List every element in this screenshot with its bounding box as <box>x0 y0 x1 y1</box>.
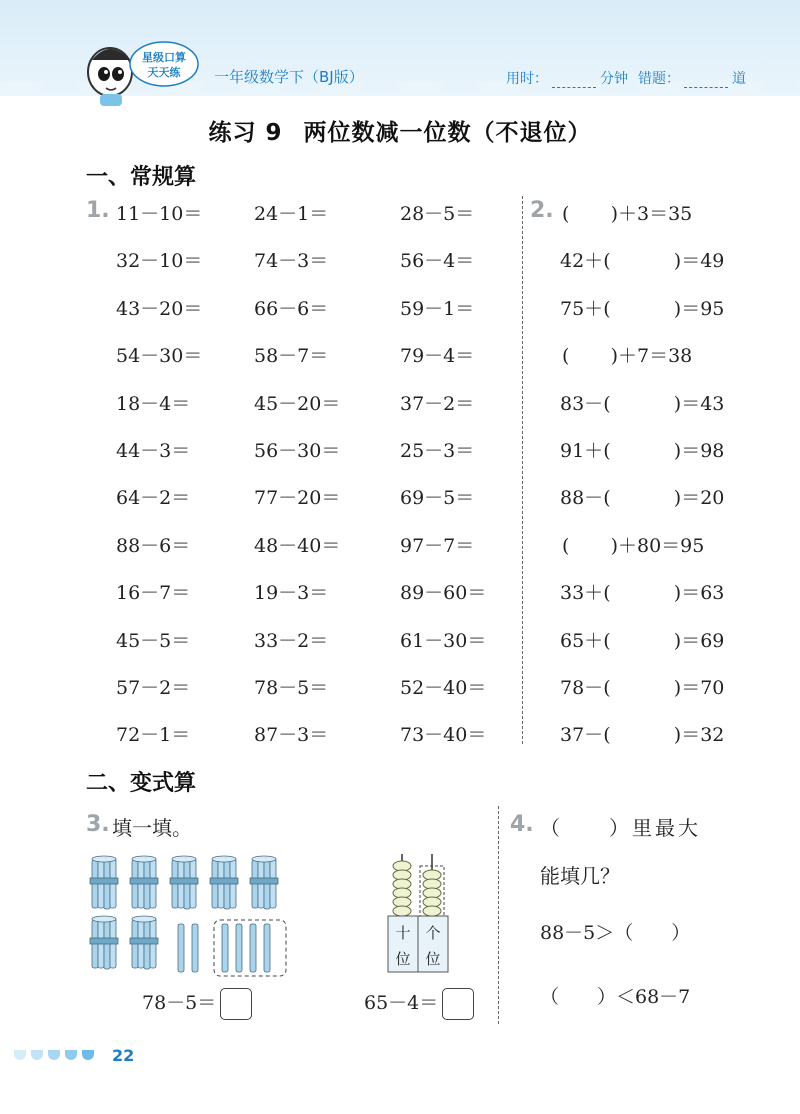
q1-equation: 16－7＝ <box>116 582 191 605</box>
q2-equation <box>562 199 692 226</box>
paren-open: ( <box>562 345 570 368</box>
q1-equation: 74－3＝ <box>254 250 329 273</box>
q2-prefix: 65＋ <box>560 629 604 652</box>
q2-equation <box>560 720 724 747</box>
paren-close: ) <box>673 392 682 415</box>
q2-answer-blank[interactable] <box>603 677 681 699</box>
question-3-text: 填一填。 <box>112 816 192 840</box>
errors-blank[interactable] <box>684 73 728 88</box>
q1-equation: 88－6＝ <box>116 534 191 557</box>
paren-open: ( <box>603 724 611 747</box>
q1-equation: 25－3＝ <box>400 440 475 462</box>
q2-prefix: 75＋ <box>560 297 604 320</box>
q1-equation: 69－5＝ <box>400 487 475 510</box>
q2-suffix: ＋7＝38 <box>618 345 693 368</box>
q2-prefix: 88－ <box>560 487 604 510</box>
paren-close: ) <box>673 724 682 747</box>
q4-equation-1: 88－5＞（ ） <box>540 922 691 944</box>
q2-suffix: ＝95 <box>681 297 725 320</box>
q3-answer-box-2[interactable] <box>442 988 474 1020</box>
q2-answer-blank[interactable] <box>603 487 681 509</box>
q2-equation <box>560 294 724 321</box>
q1-equation: 73－40＝ <box>400 724 487 747</box>
divider-dashed-2 <box>498 806 499 1024</box>
q2-prefix: 78－ <box>560 677 604 699</box>
q1-equation: 44－3＝ <box>116 440 191 462</box>
q2-equation <box>562 341 692 368</box>
q1-equation: 61－30＝ <box>400 629 487 652</box>
q1-equation: 59－1＝ <box>400 297 475 320</box>
q4-equation-2: （ ）＜68－7 <box>540 986 691 1008</box>
paren-open: ( <box>603 440 611 462</box>
paren-open: ( <box>603 582 611 605</box>
paren-close: ) <box>673 297 682 320</box>
q1-equation: 72－1＝ <box>116 724 191 747</box>
paren-open: ( <box>603 677 611 699</box>
paren-open: ( <box>562 534 570 557</box>
q3-answer-box-1[interactable] <box>220 988 252 1020</box>
exercise-topic: 两位数减一位数（不退位） <box>303 120 592 146</box>
footer-dots <box>14 1050 94 1060</box>
stick-bundles-illustration <box>86 852 298 980</box>
q2-suffix: ＝69 <box>681 629 725 652</box>
q2-answer-blank[interactable] <box>603 440 681 462</box>
q3-equation-2 <box>364 988 474 1020</box>
paren-open: ( <box>603 297 611 320</box>
q2-suffix: ＝63 <box>681 582 725 605</box>
q1-equation: 56－30＝ <box>254 440 341 462</box>
q2-prefix: 37－ <box>560 724 604 747</box>
q2-suffix: ＝20 <box>681 487 725 510</box>
footer-dot <box>14 1050 26 1060</box>
q1-equation: 19－3＝ <box>254 582 329 605</box>
q2-answer-blank[interactable] <box>603 724 681 746</box>
tens-label-1: 十 <box>395 924 411 942</box>
abacus-illustration <box>384 852 454 974</box>
section-heading-1: 一、常规算 <box>86 165 197 190</box>
q1-equation: 33－2＝ <box>254 629 329 652</box>
q1-equation: 24－1＝ <box>254 203 329 225</box>
paren-open: ( <box>603 250 611 273</box>
q1-equation: 89－60＝ <box>400 582 487 605</box>
q2-prefix: 33＋ <box>560 582 604 605</box>
paren-close: ) <box>673 250 682 273</box>
section-heading-2: 二、变式算 <box>86 771 197 796</box>
q2-prefix: 83－ <box>560 392 604 415</box>
q1-equation: 45－20＝ <box>254 392 341 415</box>
paren-open: ( <box>603 392 611 415</box>
header-info <box>506 68 746 88</box>
q1-equation: 56－4＝ <box>400 250 475 273</box>
question-4-line-2: 能填几？ <box>540 864 620 888</box>
q2-answer-blank[interactable] <box>562 345 618 367</box>
time-blank[interactable] <box>552 73 596 88</box>
q2-suffix: ＝98 <box>681 440 725 462</box>
paren-open: ( <box>603 487 611 510</box>
q1-equation: 57－2＝ <box>116 677 191 699</box>
q2-equation <box>560 436 724 463</box>
q2-equation <box>562 531 704 558</box>
q3-equation-1-text: 78－5＝ <box>142 992 217 1014</box>
q2-equation <box>560 483 724 510</box>
ones-label-2: 位 <box>425 950 441 968</box>
paren-close: ) <box>673 487 682 510</box>
q1-equation: 77－20＝ <box>254 487 341 510</box>
tens-label-2: 位 <box>395 950 411 968</box>
q2-answer-blank[interactable] <box>603 298 681 320</box>
q2-equation <box>560 626 724 653</box>
q2-suffix: ＝32 <box>681 724 725 747</box>
q1-equation: 64－2＝ <box>116 487 191 510</box>
q2-prefix: 42＋ <box>560 250 604 273</box>
ones-label-1: 个 <box>425 924 441 942</box>
paren-close: ) <box>610 345 618 368</box>
book-title: 一年级数学下（BJ版） <box>214 68 364 86</box>
q2-suffix: ＝49 <box>681 250 725 273</box>
logo-text-2: 天天练 <box>147 66 181 79</box>
paren-close: ) <box>610 203 618 225</box>
time-label: 用时： <box>506 71 548 87</box>
q2-answer-blank[interactable] <box>603 630 681 652</box>
q2-equation <box>560 578 724 605</box>
q2-prefix: 91＋ <box>560 440 604 462</box>
q1-equation: 45－5＝ <box>116 629 191 652</box>
footer-dot <box>48 1050 60 1060</box>
q2-suffix: ＋3＝35 <box>618 203 693 225</box>
footer-dot <box>82 1050 94 1060</box>
question-4-number: 4. <box>510 812 534 837</box>
q2-equation <box>560 673 724 700</box>
mascot-logo <box>80 30 200 110</box>
q2-suffix: ＝43 <box>681 392 725 415</box>
paren-open: ( <box>562 203 570 225</box>
q2-suffix: ＋80＝95 <box>618 534 705 557</box>
q1-equation: 32－10＝ <box>116 250 203 273</box>
paren-close: ) <box>673 440 682 462</box>
q3-equation-1 <box>142 988 252 1020</box>
q1-equation: 66－6＝ <box>254 297 329 320</box>
q2-answer-blank[interactable] <box>603 250 681 272</box>
paren-close: ) <box>610 534 618 557</box>
q1-equation: 58－7＝ <box>254 345 329 368</box>
q2-answer-blank[interactable] <box>562 535 618 557</box>
exercise-number: 练习 9 <box>208 120 283 146</box>
paren-close: ) <box>673 629 682 652</box>
errors-label: 错题： <box>638 71 680 87</box>
divider-dashed-1 <box>522 196 523 744</box>
q1-equation: 78－5＝ <box>254 677 329 699</box>
q1-equation: 48－40＝ <box>254 534 341 557</box>
q1-equation: 79－4＝ <box>400 345 475 368</box>
paren-close: ) <box>673 677 682 699</box>
footer-dot <box>65 1050 77 1060</box>
errors-unit: 道 <box>732 71 746 87</box>
q1-equation: 87－3＝ <box>254 724 329 747</box>
page-number: 22 <box>112 1046 135 1065</box>
page-title <box>0 114 800 147</box>
question-2-number: 2. <box>530 198 554 223</box>
q2-equation <box>560 389 724 416</box>
q1-equation: 52－40＝ <box>400 677 487 699</box>
q2-suffix: ＝70 <box>681 677 725 699</box>
paren-open: ( <box>603 629 611 652</box>
q2-answer-blank[interactable] <box>562 203 618 225</box>
q1-equation: 18－4＝ <box>116 392 191 415</box>
q1-equation: 43－20＝ <box>116 297 203 320</box>
q1-equation: 54－30＝ <box>116 345 203 368</box>
q3-equation-2-text: 65－4＝ <box>364 992 439 1014</box>
logo-text-1: 星级口算 <box>142 51 186 64</box>
q2-answer-blank[interactable] <box>603 393 681 415</box>
question-1-number: 1. <box>86 198 110 223</box>
footer-dot <box>31 1050 43 1060</box>
q1-equation: 11－10＝ <box>116 203 203 225</box>
time-unit: 分钟 <box>600 71 628 87</box>
q1-equation: 28－5＝ <box>400 203 475 225</box>
q1-equation: 97－7＝ <box>400 534 475 557</box>
paren-close: ) <box>673 582 682 605</box>
q2-answer-blank[interactable] <box>603 582 681 604</box>
question-3-number: 3. <box>86 812 110 837</box>
q2-equation <box>560 246 724 273</box>
question-4-line-1: （ ）里最大 <box>540 816 701 840</box>
q1-equation: 37－2＝ <box>400 392 475 415</box>
